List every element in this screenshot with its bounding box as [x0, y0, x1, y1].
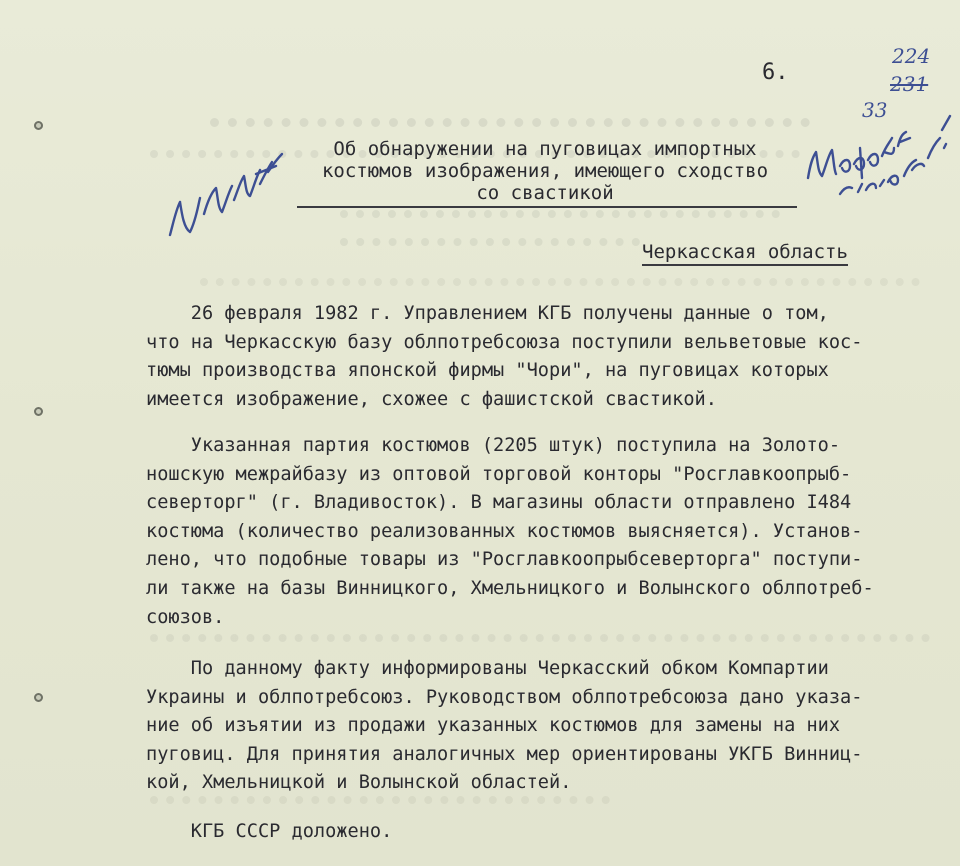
- paragraph-1: [146, 300, 926, 414]
- paragraph-3: [146, 655, 926, 798]
- text-line: ношскую межрайбазу из оптовой торговой конторы "Росглавкоопрыб-: [146, 463, 852, 485]
- binder-hole: [34, 121, 43, 130]
- bleed-through-text: [340, 210, 780, 236]
- page-number: 6.: [762, 60, 789, 85]
- text-line: КГБ СССР доложено.: [146, 821, 393, 842]
- text-line: северторг" (г. Владивосток). В магазины области отправлено I484: [146, 492, 852, 514]
- title-underline: [297, 206, 797, 208]
- text-line: ли также на базы Винницкого, Хмельницкого и Волынского облпотреб-: [146, 577, 874, 599]
- archive-number-new: 224: [892, 44, 931, 68]
- title-line: со свастикой: [476, 182, 614, 204]
- text-line: По данному факту информированы Черкасский обком Компартии: [146, 658, 829, 679]
- bleed-through-text: [340, 238, 640, 264]
- paragraph-4: [146, 818, 926, 847]
- handwritten-annotation-right: [800, 108, 960, 208]
- text-line: Указанная партия костюмов (2205 штук) поступила на Золото-: [146, 435, 841, 456]
- document-title: [290, 138, 800, 204]
- text-line: что на Черкасскую базу облпотребсоюза поступили вельветовые кос-: [146, 331, 863, 353]
- text-line: лено, что подобные товары из "Росглавкоопрыбсеверторга" поступи-: [146, 549, 863, 571]
- handwritten-annotation-left: [160, 140, 290, 260]
- text-line: пуговиц. Для принятия аналогичных мер ориентированы УКГБ Винниц-: [146, 743, 863, 765]
- title-line: костюмов изображения, имеющего сходство: [321, 160, 769, 182]
- archive-sub-number: 33: [862, 98, 888, 122]
- text-line: Украины и облпотребсоюз. Руководством облпотребсоюза дано указа-: [146, 686, 863, 708]
- text-line: кой, Хмельницкой и Волынской областей.: [146, 772, 572, 794]
- archive-number-old: 231: [890, 72, 929, 96]
- paragraph-2: [146, 432, 926, 632]
- binder-hole: [34, 693, 43, 702]
- text-line: союзов.: [146, 606, 225, 628]
- text-line: тюмы производства японской фирмы "Чори", на пуговицах которых: [146, 360, 829, 382]
- text-line: имеется изображение, схожее с фашистской свастикой.: [146, 388, 717, 410]
- text-line: костюма (количество реализованных костюмов выясняется). Установ-: [146, 520, 863, 542]
- title-line: Об обнаружении на пуговицах импортных: [333, 138, 757, 160]
- text-line: 26 февраля 1982 г. Управлением КГБ получены данные о том,: [146, 303, 829, 324]
- binder-hole: [34, 407, 43, 416]
- text-line: ние об изъятии из продажи указанных костюмов для замены на них: [146, 715, 841, 737]
- region-label: Черкасская область: [642, 241, 848, 266]
